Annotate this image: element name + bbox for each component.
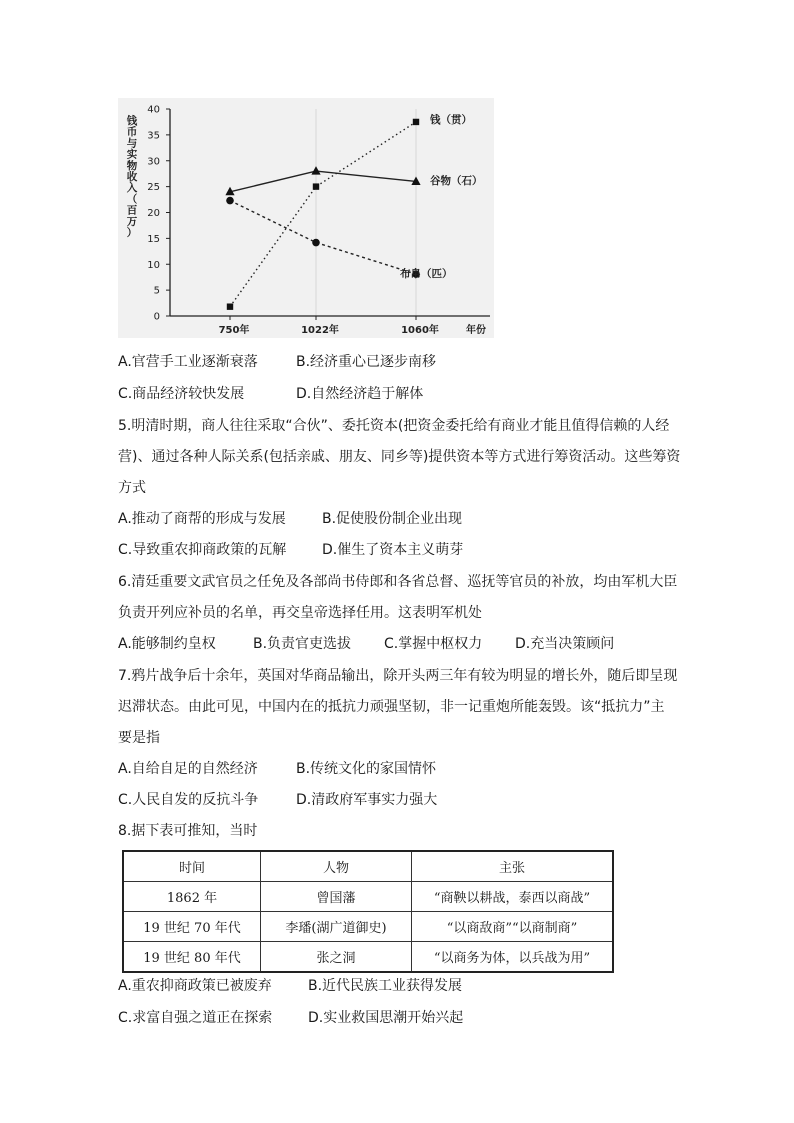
y-tick-label: 15 [147,233,160,245]
y-axis-label-char: ） [126,227,138,239]
y-axis-label-char: 物 [126,159,138,172]
x-tick-label: 1060年 [401,325,439,336]
data-point-square [227,303,233,309]
table-header-claim: 主张 [412,851,614,882]
q5-option-a[interactable]: A.推动了商帮的形成与发展 [118,511,286,527]
q5-option-b[interactable]: B.促使股份制企业出现 [322,511,463,527]
y-tick-label: 10 [147,259,160,271]
q7-stem-line-2: 迟滞状态。由此可见，中国内在的抵抗力顽强坚韧，非一记重炮所能轰毁。该“抵抗力”主 [118,699,665,715]
y-axis-label-char: 币 [126,126,138,139]
data-point-circle [226,197,234,205]
q7-option-b[interactable]: B.传统文化的家国情怀 [296,761,437,777]
q8-option-c[interactable]: C.求富自强之道正在探索 [118,1010,273,1026]
table-row [123,882,613,912]
x-tick-label: 1022年 [301,325,339,336]
series-line [230,201,416,274]
q8-option-a[interactable]: A.重农抑商政策已被废弃 [118,978,272,994]
q5-option-c[interactable]: C.导致重农抑商政策的瓦解 [118,542,287,558]
y-axis-label-char: 与 [126,137,138,150]
q6-option-a[interactable]: A.能够制约皇权 [118,636,216,652]
q6-option-d[interactable]: D.充当决策顾问 [515,636,615,652]
income-line-chart [118,98,494,338]
q7-stem-line-3: 要是指 [118,730,160,746]
q6-stem-line-2: 负责开列应补员的名单，再交皇帝选择任用。这表明军机处 [118,605,482,621]
q7-option-a[interactable]: A.自给自足的自然经济 [118,761,258,777]
y-axis-label-char: 万 [126,215,138,228]
q5-stem-line-1: 5.明清时期，商人往往采取“合伙”、委托资本(把资金委托给有商业才能且值得信赖的人经 [118,418,670,434]
x-tick-label: 750年 [218,325,250,336]
y-tick-label: 5 [153,285,160,297]
q6-option-c[interactable]: C.掌握中枢权力 [384,636,483,652]
table-cell-claim: “以商务为体，以兵战为用” [412,942,614,973]
y-axis-label-char: 实 [126,148,138,161]
table-cell-person: 李璠(湖广道御史) [261,912,412,942]
y-tick-label: 25 [147,182,160,194]
q8-table [122,850,614,973]
q6-stem-line-1: 6.清廷重要文武官员之任免及各部尚书侍郎和各省总督、巡抚等官员的补放，均由军机大臣 [118,574,678,590]
table-cell-time: 19 世纪 80 年代 [123,942,261,973]
data-point-square [413,119,419,125]
q6-option-b[interactable]: B.负责官吏选拔 [253,636,352,652]
y-tick-label: 20 [147,208,160,219]
q5-stem-line-3: 方式 [118,480,146,496]
q7-stem-line-1: 7.鸦片战争后十余年，英国对华商品输出，除开头两三年有较为明显的增长外，随后即呈现 [118,668,678,684]
table-cell-time: 19 世纪 70 年代 [123,912,261,942]
chart-svg [118,98,494,338]
q4-option-b[interactable]: B.经济重心已逐步南移 [296,354,437,370]
table-cell-time: 1862 年 [123,882,261,912]
table-row [123,912,613,942]
y-tick-label: 30 [147,156,160,168]
y-tick-label: 35 [147,130,160,142]
q8-stem: 8.据下表可推知，当时 [118,823,258,839]
table-header-time: 时间 [123,851,261,882]
table-header-person: 人物 [261,851,412,882]
q4-option-a[interactable]: A.官营手工业逐渐衰落 [118,354,258,370]
q4-option-c[interactable]: C.商品经济较快发展 [118,386,245,402]
q4-option-d[interactable]: D.自然经济趋于解体 [296,386,424,402]
data-point-triangle [311,166,320,175]
q8-option-b[interactable]: B.近代民族工业获得发展 [308,978,463,994]
table-cell-person: 张之洞 [261,942,412,973]
y-axis-label-char: 入 [126,182,138,195]
data-point-circle [312,239,320,247]
table-row [123,942,613,973]
y-axis-label-char: （ [126,193,138,206]
series-line [230,171,416,192]
y-axis-label-char: 百 [126,204,138,217]
y-tick-label: 40 [147,104,160,116]
q5-option-d[interactable]: D.催生了资本主义萌芽 [322,542,464,558]
series-label: 布帛（匹） [400,268,453,280]
table-cell-claim: “商鞅以耕战，泰西以商战” [412,882,614,912]
q5-stem-line-2: 营)、通过各种人际关系(包括亲戚、朋友、同乡等)提供资本等方式进行筹资活动。这些筹资 [118,449,681,465]
y-axis-label-char: 收 [126,171,138,183]
q8-option-d[interactable]: D.实业救国思潮开始兴起 [308,1010,464,1026]
y-axis-label-char: 钱 [126,115,138,127]
table-header-row [123,851,613,882]
x-axis-label: 年份 [466,325,486,336]
series-label: 钱（贯） [430,114,472,126]
data-point-square [313,183,319,189]
series-label: 谷物（石） [430,175,483,187]
q7-option-c[interactable]: C.人民自发的反抗斗争 [118,792,259,808]
table-cell-person: 曾国藩 [261,882,412,912]
table-cell-claim: “以商敌商”“以商制商” [412,912,614,942]
q7-option-d[interactable]: D.清政府军事实力强大 [296,792,438,808]
y-tick-label: 0 [153,311,160,323]
